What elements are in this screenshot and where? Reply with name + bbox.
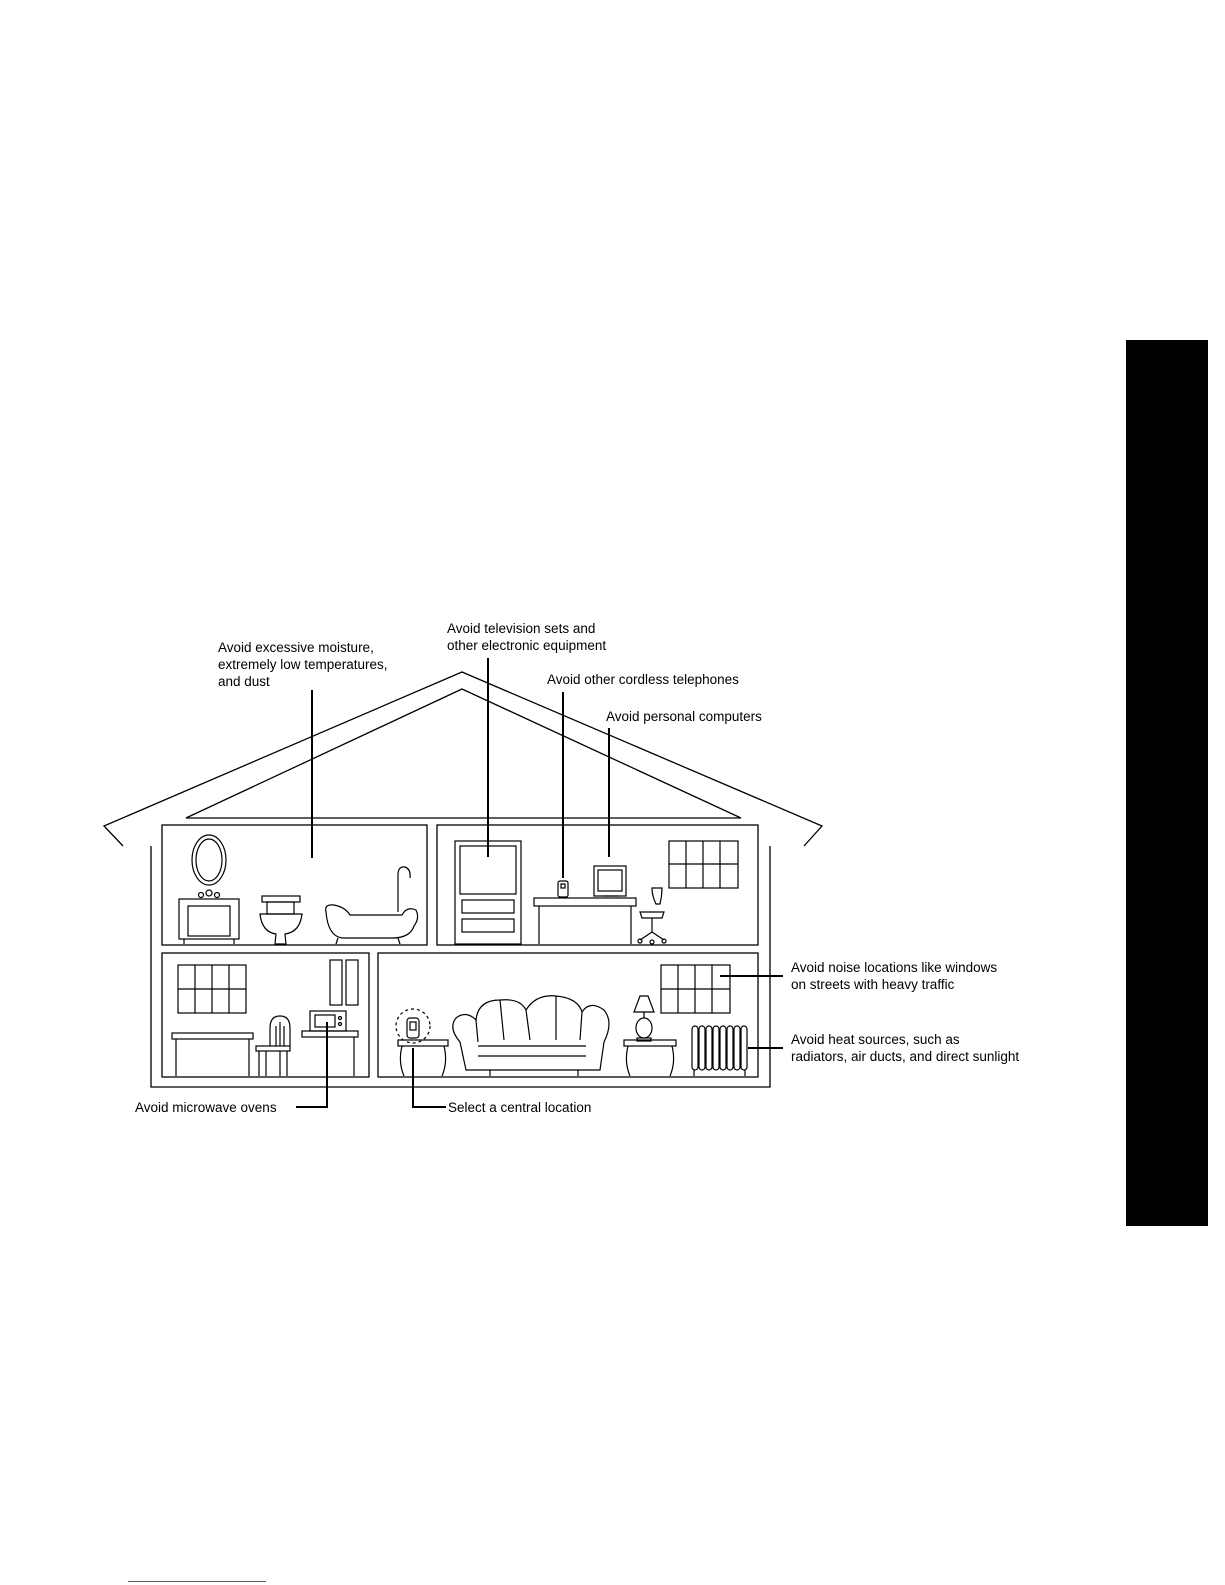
section-tab bbox=[1126, 340, 1208, 1226]
base-station-icon bbox=[396, 1009, 430, 1043]
computer-icon bbox=[594, 866, 626, 896]
room-living bbox=[378, 953, 758, 1077]
label-microwave bbox=[135, 1100, 277, 1115]
mirror-icon bbox=[192, 835, 226, 885]
label-heat-line-2: radiators, air ducts, and direct sunlight bbox=[791, 1049, 1020, 1064]
living-room-furniture bbox=[396, 965, 747, 1076]
office-chair-icon bbox=[638, 888, 666, 944]
label-moisture-line-1: Avoid excessive moisture, bbox=[218, 640, 374, 655]
label-central-line-1: Select a central location bbox=[448, 1100, 592, 1115]
counter-icon bbox=[302, 1031, 358, 1076]
kitchen-furniture bbox=[172, 960, 358, 1076]
label-moisture-line-2: extremely low temperatures, bbox=[218, 657, 388, 672]
label-moisture-line-3: and dust bbox=[218, 674, 270, 689]
faucet-icon bbox=[206, 890, 212, 896]
label-television bbox=[447, 621, 606, 653]
bathtub-icon bbox=[326, 867, 418, 944]
label-microwave-line-1: Avoid microwave ovens bbox=[135, 1100, 277, 1115]
cabinet-icon bbox=[330, 960, 358, 1005]
label-noise bbox=[791, 960, 1001, 992]
roof bbox=[104, 672, 822, 846]
lamp-icon bbox=[634, 996, 654, 1041]
callout-labels bbox=[135, 621, 1019, 1115]
kitchen-window-icon bbox=[178, 965, 246, 1013]
label-heat bbox=[791, 1032, 1019, 1064]
radiator-icon bbox=[692, 1026, 747, 1076]
label-heat-line-1: Avoid heat sources, such as bbox=[791, 1032, 960, 1047]
label-noise-line-1: Avoid noise locations like windows bbox=[791, 960, 998, 975]
label-central bbox=[448, 1100, 591, 1115]
label-computers bbox=[606, 709, 762, 724]
toilet-icon bbox=[260, 896, 302, 944]
label-moisture bbox=[218, 640, 391, 689]
living-window-icon bbox=[661, 965, 730, 1013]
label-noise-line-2: on streets with heavy traffic bbox=[791, 977, 955, 992]
leader-microwave bbox=[296, 1022, 327, 1107]
label-cordless-line-1: Avoid other cordless telephones bbox=[547, 672, 739, 687]
side-table-left-icon bbox=[398, 1040, 448, 1076]
bottom-link-underline[interactable] bbox=[128, 1581, 266, 1582]
chair-icon bbox=[256, 1016, 290, 1076]
bathroom-furniture bbox=[179, 835, 418, 944]
label-computers-line-1: Avoid personal computers bbox=[606, 709, 762, 724]
office-window-icon bbox=[669, 841, 738, 888]
label-cordless bbox=[547, 672, 739, 687]
office-furniture bbox=[455, 841, 738, 944]
side-table-right-icon bbox=[624, 1040, 676, 1076]
table-icon bbox=[172, 1033, 253, 1076]
desk-icon bbox=[534, 898, 636, 944]
sofa-icon bbox=[453, 996, 609, 1076]
label-television-line-2: other electronic equipment bbox=[447, 638, 607, 653]
label-television-line-1: Avoid television sets and bbox=[447, 621, 596, 636]
cordless-phone-icon bbox=[558, 881, 568, 897]
